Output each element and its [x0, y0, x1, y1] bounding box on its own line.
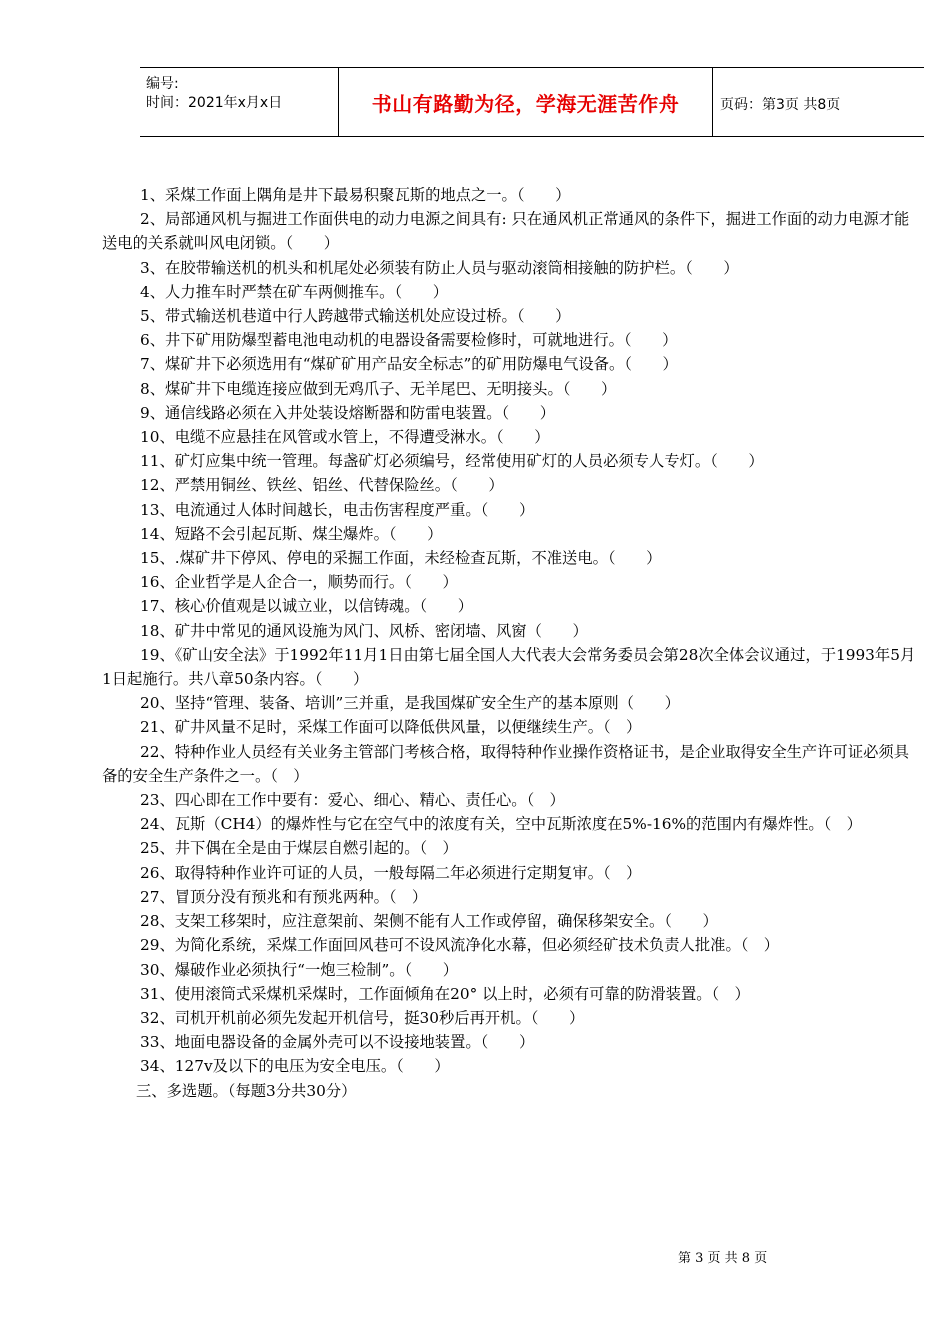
- question-4: 4、人力推车时严禁在矿车两侧推车。（ ）: [140, 282, 449, 301]
- question-20: 20、坚持“管理、装备、培训”三并重，是我国煤矿安全生产的基本原则（ ）: [140, 694, 680, 713]
- question-28: 28、支架工移架时，应注意架前、架侧不能有人工作或停留，确保移架安全。（ ）: [140, 912, 718, 931]
- question-8: 8、煤矿井下电缆连接应做到无鸡爪子、无羊尾巴、无明接头。（ ）: [140, 379, 617, 398]
- question-27: 27、冒顶分没有预兆和有预兆两种。（ ）: [140, 887, 428, 906]
- question-6: 6、井下矿用防爆型蓄电池电动机的电器设备需要检修时，可就地进行。（ ）: [140, 331, 678, 350]
- question-34: 34、127v及以下的电压为安全电压。（ ）: [140, 1057, 450, 1076]
- question-13: 13、电流通过人体时间越长，电击伤害程度严重。（ ）: [140, 500, 535, 519]
- question-10: 10、电缆不应悬挂在风管或水管上，不得遭受淋水。（ ）: [140, 428, 550, 447]
- question-24: 24、瓦斯（CH4）的爆炸性与它在空气中的浓度有关，空中瓦斯浓度在5%-16%的范围内有爆炸性。（ ）: [140, 815, 862, 834]
- question-29: 29、为简化系统，采煤工作面回风巷可不设风流净化水幕，但必须经矿技术负责人批准。（ ）: [140, 936, 779, 955]
- date-label: 时间：2021年x月x日: [146, 95, 283, 111]
- question-3: 3、在胶带输送机的机头和机尾处必须装有防止人员与驱动滚筒相接触的防护栏。（ ）: [140, 258, 739, 277]
- question-17: 17、核心价值观是以诚立业，以信铸魂。（ ）: [140, 597, 474, 616]
- header-page-info: 页码：第3页 共8页: [720, 97, 841, 113]
- question-7: 7、煤矿井下必须选用有“煤矿矿用产品安全标志”的矿用防爆电气设备。（ ）: [140, 355, 678, 374]
- question-list: [102, 183, 920, 1103]
- question-21: 21、矿井风量不足时，采煤工作面可以降低供风量，以便继续生产。（ ）: [140, 718, 642, 737]
- header-meta-cell: [140, 68, 339, 136]
- question-23: 23、四心即在工作中要有：爱心、细心、精心、责任心。（ ）: [140, 791, 565, 810]
- question-5: 5、带式输送机巷道中行人跨越带式输送机处应设过桥。（ ）: [140, 307, 571, 326]
- page-footer: 第 3 页 共 8 页: [678, 1251, 768, 1266]
- question-18: 18、矿井中常见的通风设施为风门、风桥、密闭墙、风窗（ ）: [140, 621, 588, 640]
- question-16: 16、企业哲学是人企合一，顺势而行。（ ）: [140, 573, 458, 592]
- question-33: 33、地面电器设备的金属外壳可以不设接地装置。（ ）: [140, 1033, 535, 1052]
- question-12: 12、严禁用铜丝、铁丝、铝丝、代替保险丝。（ ）: [140, 476, 504, 495]
- page-header: [140, 67, 924, 137]
- header-motto: 书山有路勤为径，学海无涯苦作舟: [339, 68, 713, 136]
- section-heading-multiple-choice: 三、多选题。（每题3分共30分）: [136, 1081, 357, 1100]
- question-22: 22、特种作业人员经有关业务主管部门考核合格，取得特种作业操作资格证书，是企业取得安全生产许可证必须具备的安全生产条件之一。（ ）: [102, 742, 910, 785]
- question-19: 19、《矿山安全法》于1992年11月1日由第七届全国人大代表大会常务委员会第28次全体会议通过，于1993年5月1日起施行。共八章50条内容。（ ）: [102, 645, 916, 689]
- question-2: 2、局部通风机与掘进工作面供电的动力电源之间具有: 只在通风机正常通风的条件下，掘进工作面的动力电源才能送电的关系就叫风电闭锁。（ ）: [102, 210, 910, 253]
- question-32: 32、司机开机前必须先发起开机信号，挺30秒后再开机。（ ）: [140, 1008, 585, 1027]
- question-15: 15、.煤矿井下停风、停电的采掘工作面，未经检查瓦斯，不准送电。（ ）: [140, 549, 662, 568]
- question-1: 1、采煤工作面上隅角是井下最易积聚瓦斯的地点之一。（ ）: [140, 186, 571, 204]
- question-31: 31、使用滚筒式采煤机采煤时，工作面倾角在20° 以上时，必须有可靠的防滑装置。（ ）: [140, 984, 750, 1003]
- question-25: 25、井下偶在全是由于煤层自燃引起的。（ ）: [140, 839, 458, 858]
- question-11: 11、矿灯应集中统一管理。每盏矿灯必须编号，经常使用矿灯的人员必须专人专灯。（ ）: [140, 452, 764, 471]
- question-14: 14、短路不会引起瓦斯、煤尘爆炸。（ ）: [140, 524, 443, 543]
- question-9: 9、通信线路必须在入井处装设熔断器和防雷电装置。（ ）: [140, 403, 556, 422]
- question-30: 30、爆破作业必须执行“一炮三检制”。（ ）: [140, 960, 459, 979]
- number-label: 编号:: [146, 76, 179, 92]
- question-26: 26、取得特种作业许可证的人员，一般每隔二年必须进行定期复审。（ ）: [140, 863, 642, 882]
